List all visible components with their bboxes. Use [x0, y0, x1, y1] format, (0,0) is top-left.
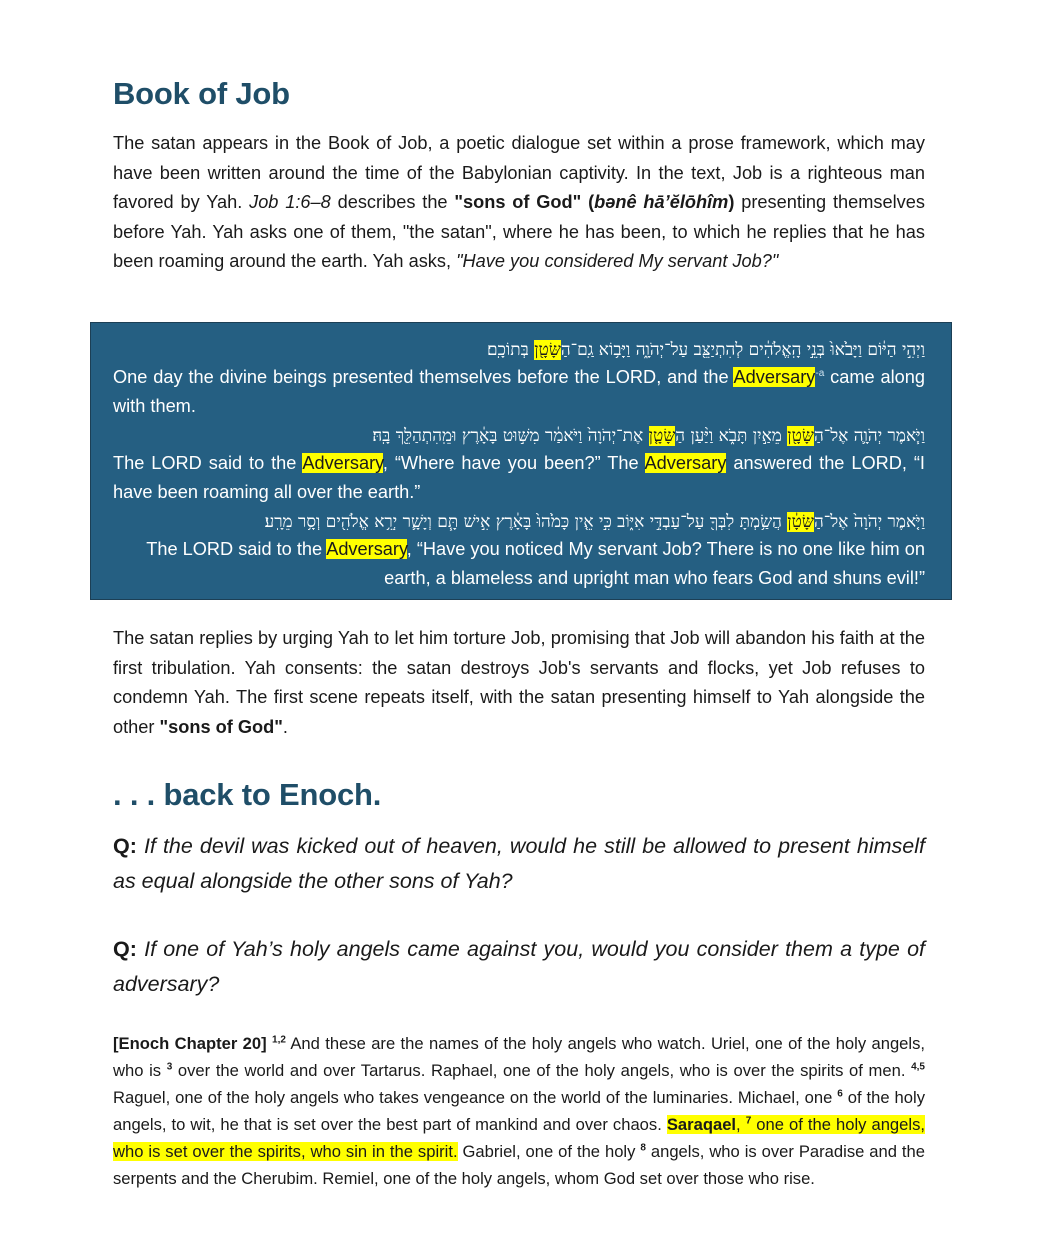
- highlight-adversary: Adversary: [302, 453, 383, 473]
- scripture-reference: Job 1:6–8: [249, 192, 331, 212]
- english-verse-8: The LORD said to the Adversary, “Have you noticed My servant Job? There is no one like him on earth, a blameless and upright man who fears God and shuns evil!”: [146, 539, 925, 588]
- transliteration: bənê hāʼĕlōhîm: [594, 192, 729, 212]
- footnote-marker: -a: [815, 367, 825, 379]
- highlight-adversary: Adversary: [733, 367, 816, 387]
- scripture-box: [90, 322, 952, 600]
- enoch-chapter-20-passage: [Enoch Chapter 20] $^{1,2}$ And these are the names of the holy angels who watch. Uriel, one of the holy angels, who is $^3$ over the world and over Tartarus. Raphael, one of the holy angels, who is over the spirits of men. $^{4,5}$ Raguel, one of the holy angels who takes vengeance on the world of the luminaries. Michael, one $^6$ of the holy angels, to wit, he that is set over the best part of mankind and over chaos. Saraqael, $^7$ one of the holy angels, who is set over the spirits, who sin in the spirit. Gabriel, one of the holy $^8$ angels, who is over Paradise and the serpents and the Cherubim. Remiel, one of the holy angels, whom God set over those who rise.: [113, 1034, 925, 1188]
- english-verse-7: The LORD said to the Adversary, “Where have you been?” The Adversary answered the LORD, “I have been roaming all over the earth.”: [113, 453, 925, 502]
- job-summary-paragraph: The satan replies by urging Yah to let him torture Job, promising that Job will abandon his faith at the first tribulation. Yah consents: the satan destroys Job's servants and flocks, yet Job refuses to condemn Yah. The first scene repeats itself, with the satan presenting himself to Yah alongside the other "sons of God".: [113, 628, 925, 737]
- intro-paragraph: The satan appears in the Book of Job, a poetic dialogue set within a prose framework, which may have been written around the time of the Babylonian captivity. In the text, Job is a righteous man favored by Yah. Job 1:6–8 describes the "sons of God" (bənê hāʼĕlōhîm) presenting themselves before Yah. Yah asks one of them, "the satan", where he has been, to which he replies that he has been roaming around the earth. Yah asks, "Have you considered My servant Job?": [113, 133, 925, 271]
- section-heading-book-of-job: Book of Job: [113, 76, 290, 111]
- highlight-saraqael: Saraqael, $^7$ one of the holy angels, who is set over the spirits, who sin in the spirit.: [113, 1115, 925, 1161]
- english-verse-6: One day the divine beings presented themselves before the LORD, and the Adversary$^{-a}$ came along with them.: [113, 367, 925, 416]
- section-heading-back-to-enoch: . . . back to Enoch.: [113, 777, 382, 812]
- hebrew-verse-8: וַיֹּ֤אמֶר יְהֹוָה֙ אֶל־הַשָּׂטָ֔ן הֲשַׂ֥מְתָּ לִבְּךָ֖ עַל־עַבְדִּ֣י אִיּ֑וֹב כִּ֣י אֵ֤ין כָּמֹ֙הוּ֙ בָּאָ֔רֶץ אִ֣ישׁ תָּ֧ם וְיָשָׁ֛ר יְרֵ֥א אֱלֹהִ֖ים וְסָ֥ר מֵרָֽע׃: [264, 512, 925, 532]
- question-2: Q: If one of Yah’s holy angels came against you, would you consider them a type of adversary?: [113, 937, 925, 996]
- highlight-adversary: Adversary: [326, 539, 407, 559]
- hebrew-verse-6: וַיְהִ֣י הַיּ֔וֹם וַיָּבֹ֙אוּ֙ בְּנֵ֣י הָֽאֱלֹהִ֔ים לְהִתְיַצֵּ֖ב עַל־יְהֹוָ֑ה וַיָּב֥וֹא גַֽם־הַשָּׂטָ֖ן בְּתוֹכָֽם׃: [486, 340, 925, 360]
- hebrew-verse-7: וַיֹּ֧אמֶר יְהֹוָ֛ה אֶל־הַשָּׂטָ֖ן מֵאַ֣יִן תָּבֹ֑א וַיַּ֨עַן הַשָּׂטָ֤ן אֶת־יְהֹוָה֙ וַיֹּאמַ֔ר מִשּׁ֣וּט בָּאָ֔רֶץ וּמֵֽהִתְהַלֵּ֖ךְ בָּֽהּ׃: [372, 426, 925, 446]
- quoted-question: "Have you considered My servant Job?": [456, 251, 779, 271]
- chapter-reference: [Enoch Chapter 20]: [113, 1034, 267, 1053]
- highlight-adversary: Adversary: [644, 453, 727, 473]
- question-1: Q: If the devil was kicked out of heaven, would he still be allowed to present himself as equal alongside the other sons of Yah?: [113, 834, 925, 893]
